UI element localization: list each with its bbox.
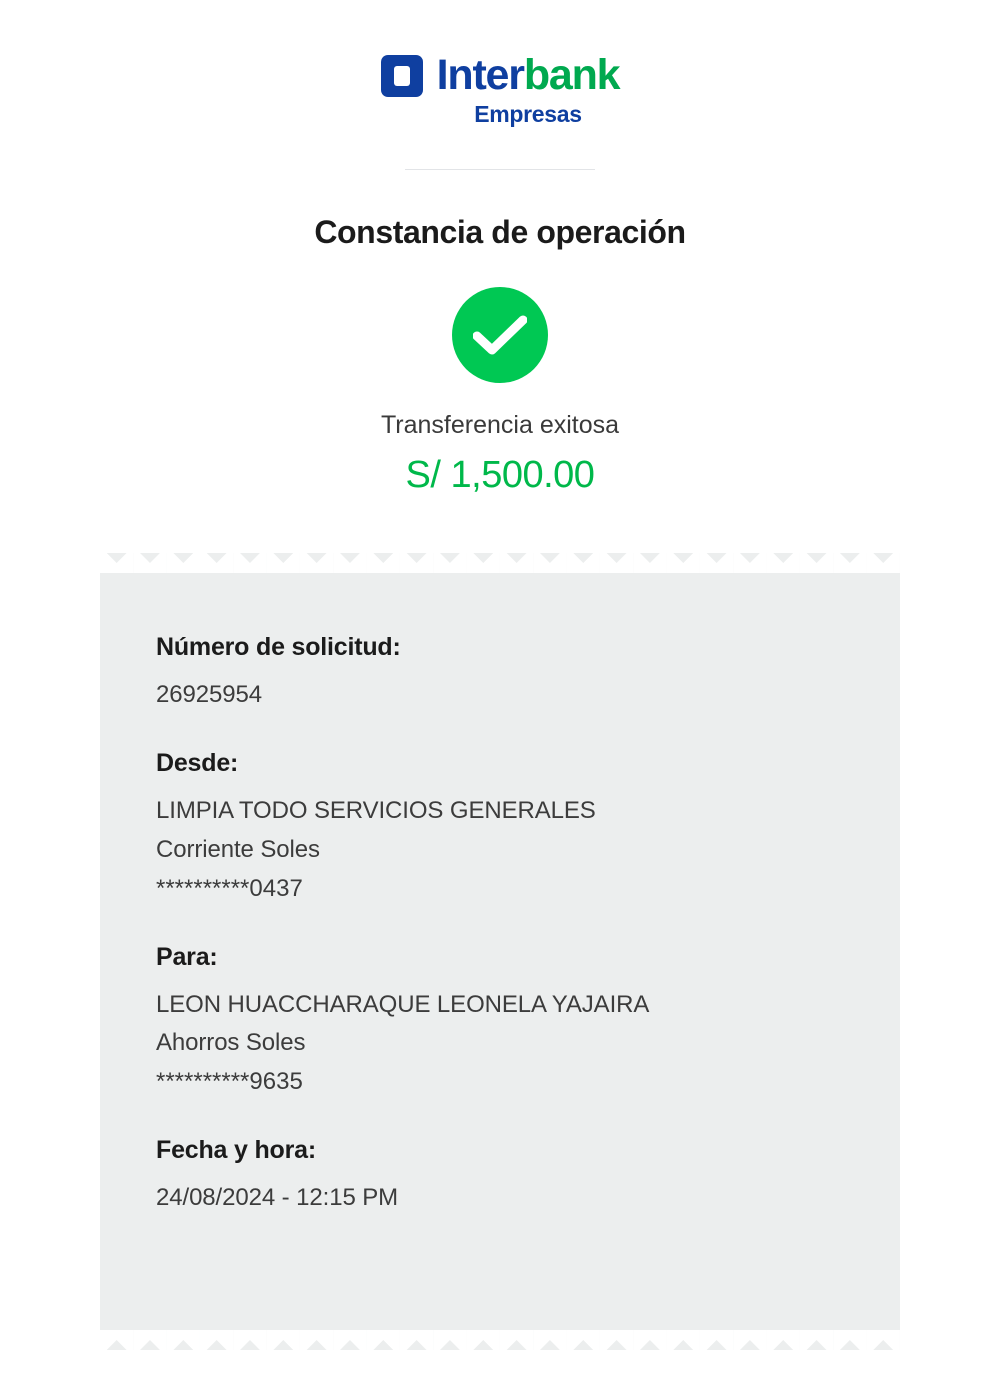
field-label: Desde:: [156, 748, 239, 777]
receipt-top-edge: [100, 553, 900, 573]
receipt-card: [100, 553, 900, 1350]
field-label: Para:: [156, 942, 218, 971]
amount-text: S/ 1,500.00: [405, 454, 595, 496]
logo-wordmark: [436, 51, 620, 99]
logo-wordmark-part1: Inter: [436, 51, 524, 99]
field-value-line: LEON HUACCHARAQUE LEONELA YAJAIRA: [156, 990, 650, 1018]
check-circle-icon: [452, 287, 548, 383]
interbank-logo-icon: [381, 55, 423, 97]
field-value-account-mask: **********0437: [156, 874, 303, 902]
field-value: [156, 986, 860, 1103]
logo: [381, 51, 620, 99]
field-value: 24/08/2024 - 12:15 PM: [156, 1184, 399, 1212]
field-value-line: Ahorros Soles: [156, 1029, 306, 1057]
field-numero-de-solicitud: [156, 633, 860, 715]
field-value: [156, 792, 860, 909]
field-value: 26925954: [156, 681, 262, 708]
receipt-bottom-edge: [100, 1330, 900, 1350]
status-text: Transferencia exitosa: [380, 411, 620, 439]
page-title: Constancia de operación: [314, 214, 686, 250]
field-para: [156, 943, 860, 1103]
field-label: Número de solicitud:: [156, 633, 401, 661]
brand-header: [0, 0, 1000, 128]
field-value-account-mask: **********9635: [156, 1068, 303, 1096]
field-fecha-y-hora: [156, 1136, 860, 1218]
status-icon-wrap: [0, 287, 1000, 383]
receipt-fields: [156, 633, 860, 1218]
field-label: Fecha y hora:: [156, 1136, 316, 1165]
logo-wordmark-part2: bank: [523, 51, 620, 99]
header-divider: [405, 169, 595, 170]
field-desde: [156, 749, 860, 909]
field-value-line: LIMPIA TODO SERVICIOS GENERALES: [156, 796, 596, 824]
logo-subtitle: Empresas: [474, 101, 582, 127]
field-value-line: Corriente Soles: [156, 835, 320, 863]
